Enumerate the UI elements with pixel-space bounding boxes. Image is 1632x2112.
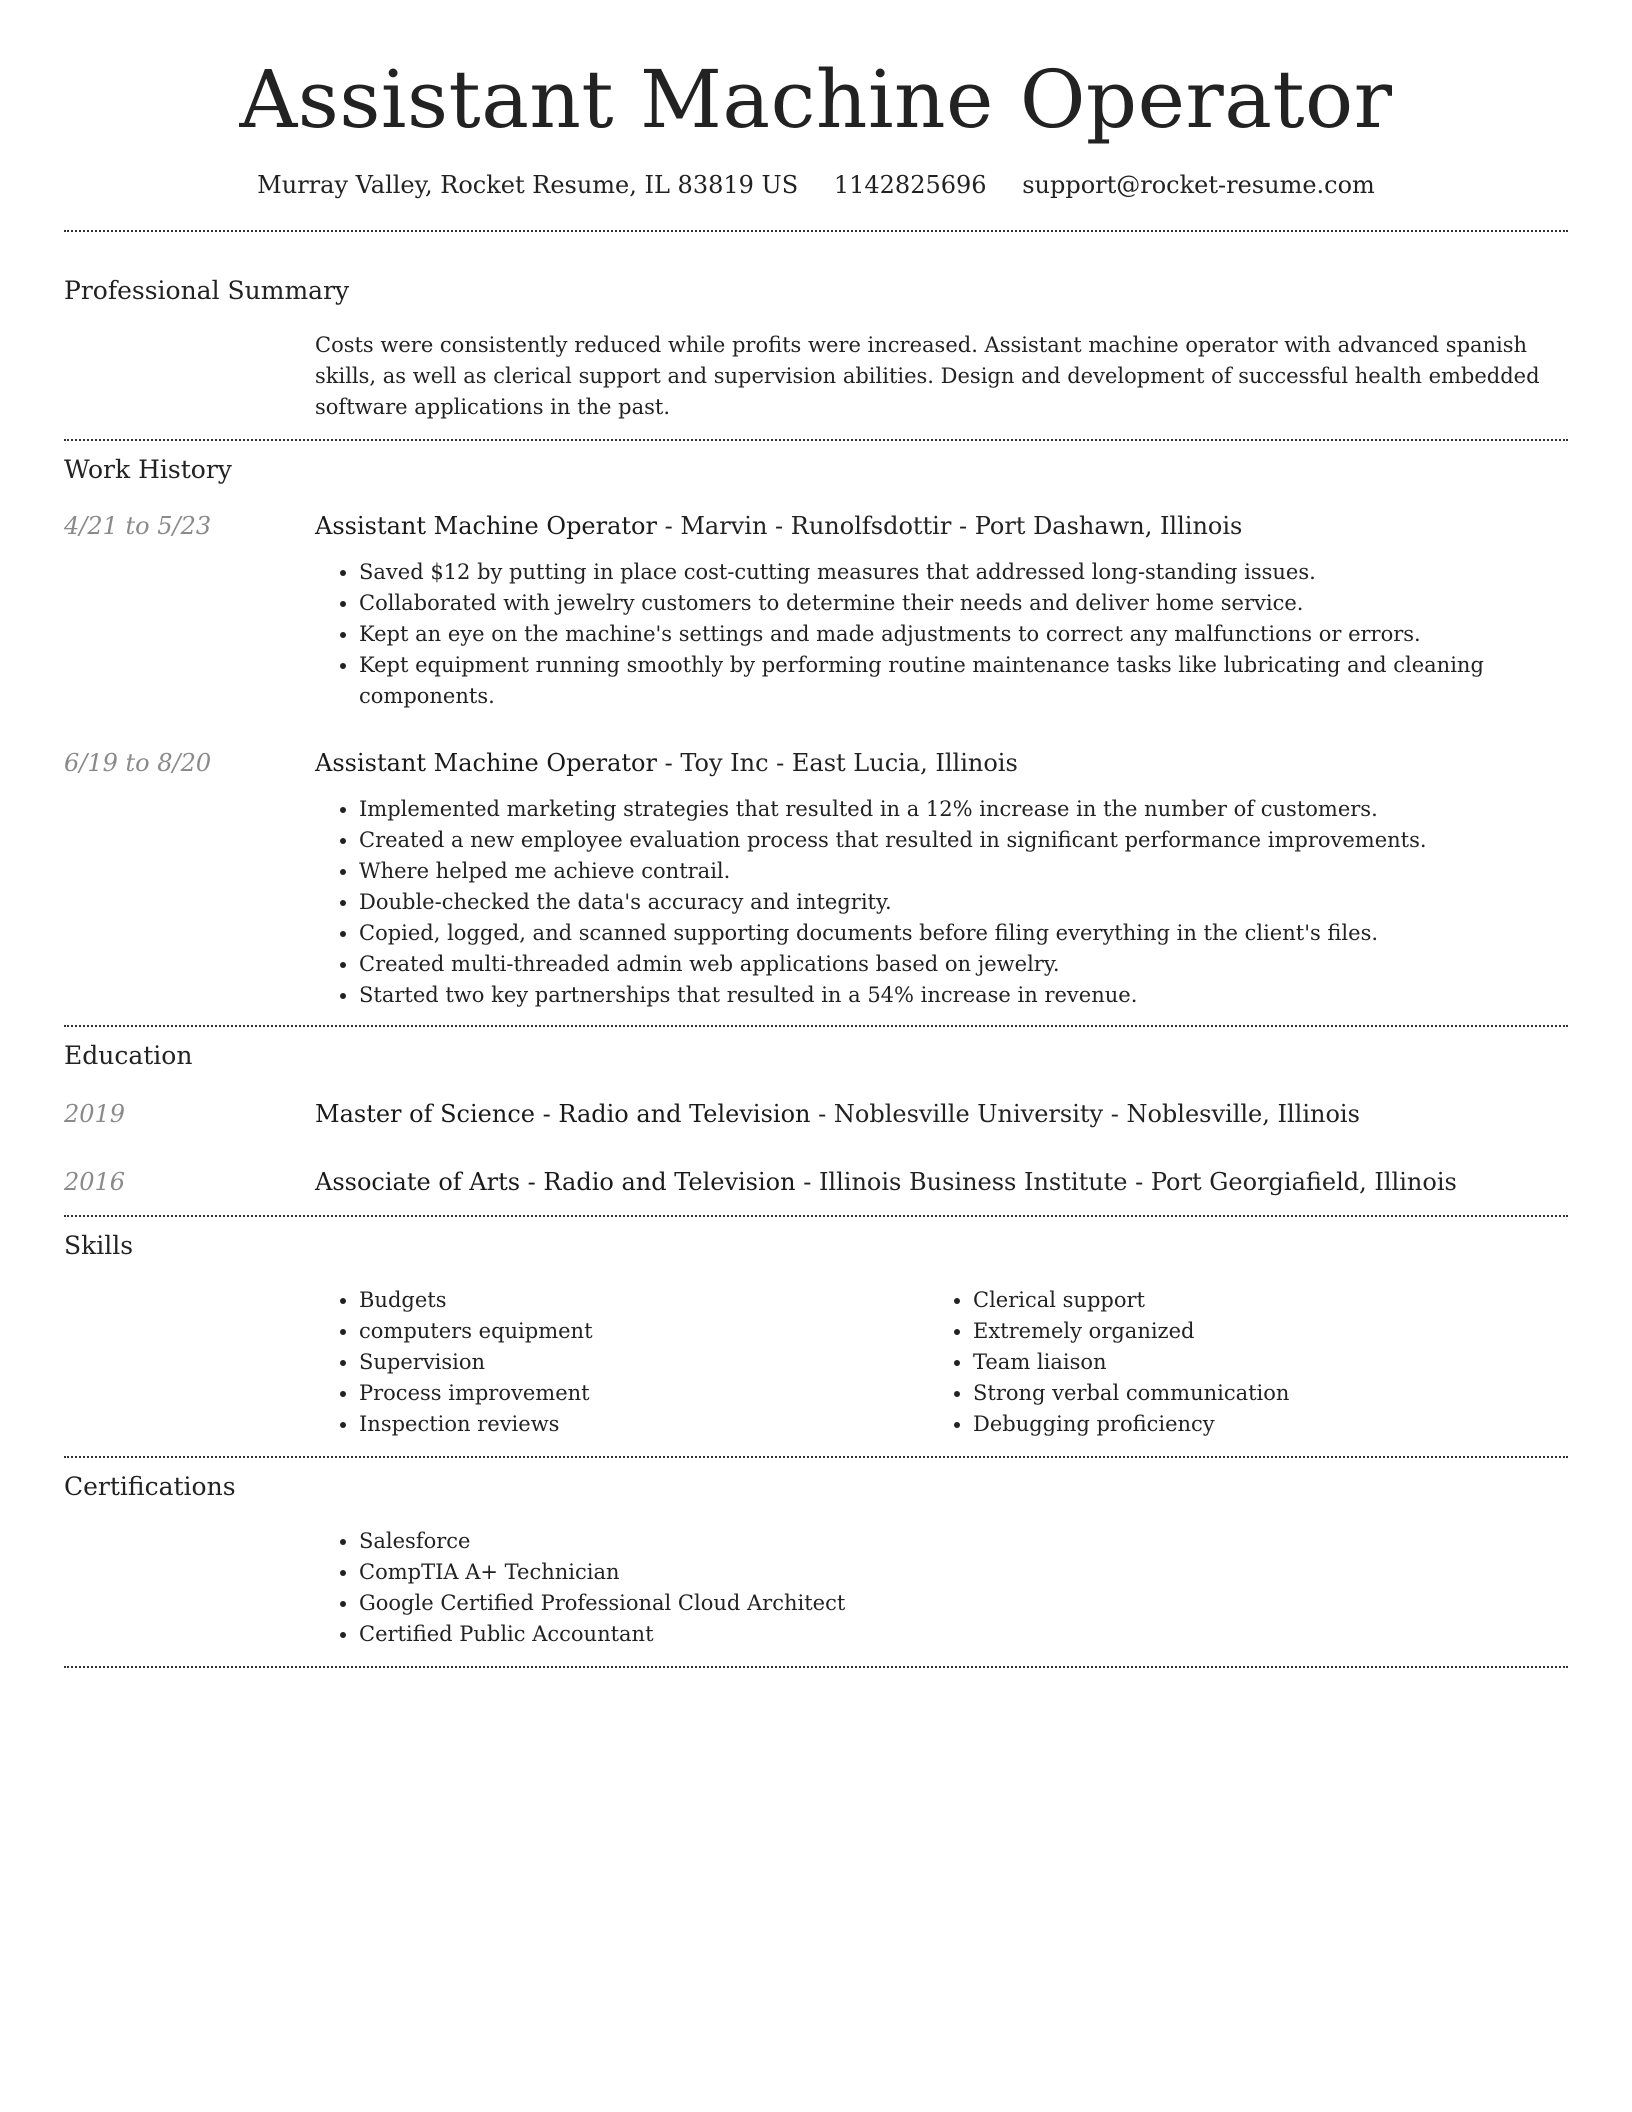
certifications-list <box>315 1526 1568 1650</box>
skills-section <box>64 1217 1568 1456</box>
list-item: • Implemented marketing strategies that resulted in a 12% increase in the number of customers. <box>359 794 1568 825</box>
list-item: • computers equipment <box>359 1316 929 1347</box>
list-item: • Debugging proficiency <box>973 1409 1543 1440</box>
education-section <box>64 1027 1568 1215</box>
list-item: • Strong verbal communication <box>973 1378 1543 1409</box>
education-degree: Associate of Arts - Radio and Television <box>315 1168 796 1196</box>
list-item: • Extremely organized <box>973 1316 1543 1347</box>
section-title: Work History <box>64 455 232 484</box>
list-item: • Kept equipment running smoothly by performing routine maintenance tasks like lubricating and cleaning components. <box>359 650 1568 712</box>
job-employer: - Toy Inc - East Lucia, Illinois <box>656 749 1018 777</box>
skills-columns <box>315 1285 1568 1456</box>
list-item: • Budgets <box>359 1285 929 1316</box>
summary-section <box>64 232 1568 439</box>
job-employer: - Marvin - Runolfsdottir - Port Dashawn, Illinois <box>656 512 1243 540</box>
contact-line <box>64 168 1568 202</box>
list-item: • Google Certified Professional Cloud Architect <box>359 1588 1568 1619</box>
list-item: • Supervision <box>359 1347 929 1378</box>
job-heading <box>315 509 1568 543</box>
education-degree: Master of Science - Radio and Television <box>315 1100 811 1128</box>
job-bullets <box>315 794 1568 1025</box>
education-school: - Noblesville University - Noblesville, Illinois <box>810 1100 1360 1128</box>
education-heading <box>315 1097 1568 1131</box>
education-heading <box>315 1165 1568 1199</box>
list-item: • Process improvement <box>359 1378 929 1409</box>
contact-address: Murray Valley, Rocket Resume, IL 83819 US <box>257 171 799 199</box>
education-school: - Illinois Business Institute - Port Georgiafield, Illinois <box>795 1168 1457 1196</box>
list-item: • Created multi-threaded admin web applications based on jewelry. <box>359 949 1568 980</box>
list-item: • Where helped me achieve contrail. <box>359 856 1568 887</box>
job-role: Assistant Machine Operator <box>315 749 657 777</box>
job-bullets <box>315 557 1568 712</box>
job-body <box>315 509 1568 712</box>
section-title: Skills <box>64 1231 134 1260</box>
list-item: • Salesforce <box>359 1526 1568 1557</box>
job-heading <box>315 746 1568 780</box>
resume-page <box>64 0 1568 1668</box>
candidate-name: Assistant Machine Operator <box>239 53 1393 146</box>
list-item: • Collaborated with jewelry customers to determine their needs and deliver home service. <box>359 588 1568 619</box>
list-item: • Certified Public Accountant <box>359 1619 1568 1650</box>
education-entry <box>64 1097 1568 1131</box>
skills-column-right <box>929 1285 1543 1440</box>
list-item: • Clerical support <box>973 1285 1543 1316</box>
education-year: 2016 <box>64 1168 126 1196</box>
job-entry <box>64 746 1568 1025</box>
list-item: • CompTIA A+ Technician <box>359 1557 1568 1588</box>
education-year: 2019 <box>64 1100 126 1128</box>
section-title: Professional Summary <box>64 276 350 305</box>
education-entry <box>64 1165 1568 1215</box>
job-dates: 6/19 to 8/20 <box>64 749 212 777</box>
section-title: Education <box>64 1041 193 1070</box>
list-item: • Saved $12 by putting in place cost-cutting measures that addressed long-standing issues. <box>359 557 1568 588</box>
list-item: • Copied, logged, and scanned supporting documents before filing everything in the client's files. <box>359 918 1568 949</box>
contact-email: support@rocket-resume.com <box>1022 171 1375 199</box>
certifications-section <box>64 1458 1568 1666</box>
divider <box>64 1666 1568 1668</box>
work-history-section <box>64 441 1568 1025</box>
skills-list <box>929 1285 1543 1440</box>
job-entry <box>64 509 1568 712</box>
job-body <box>315 746 1568 1025</box>
resume-header <box>64 0 1568 202</box>
list-item: • Started two key partnerships that resulted in a 54% increase in revenue. <box>359 980 1568 1011</box>
list-item: • Created a new employee evaluation process that resulted in significant performance improvements. <box>359 825 1568 856</box>
summary-text: Costs were consistently reduced while profits were increased. Assistant machine operator with advanced spanish skills, as well as clerical support and supervision abilities. Design and development of successful health embedded software applications in the past. <box>315 333 1540 419</box>
list-item: • Team liaison <box>973 1347 1543 1378</box>
skills-column-left <box>315 1285 929 1440</box>
list-item: • Kept an eye on the machine's settings and made adjustments to correct any malfunctions or errors. <box>359 619 1568 650</box>
list-item: • Inspection reviews <box>359 1409 929 1440</box>
job-dates: 4/21 to 5/23 <box>64 512 212 540</box>
contact-phone: 1142825696 <box>833 171 987 199</box>
list-item: • Double-checked the data's accuracy and integrity. <box>359 887 1568 918</box>
section-title: Certifications <box>64 1472 236 1501</box>
job-role: Assistant Machine Operator <box>315 512 657 540</box>
certifications-list-wrap <box>315 1526 1568 1666</box>
skills-list <box>315 1285 929 1440</box>
